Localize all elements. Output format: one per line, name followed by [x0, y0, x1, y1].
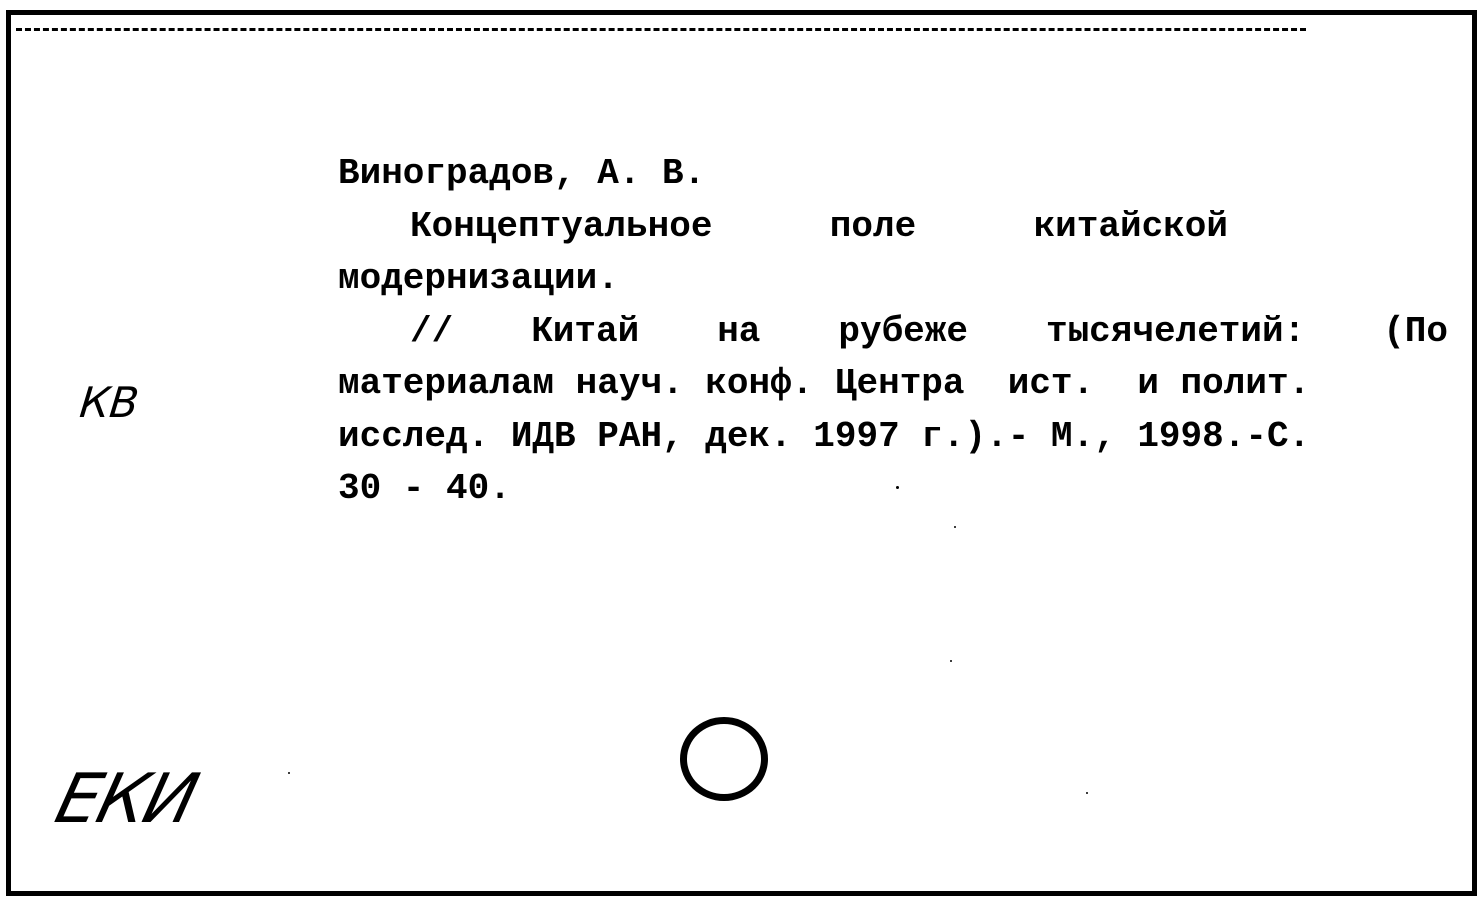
- source-line-3: исслед. ИДВ РАН, дек. 1997 г.).- М., 1998.-С.: [338, 415, 1311, 457]
- top-dashed-rule: [16, 28, 1306, 31]
- punch-hole: [680, 717, 768, 801]
- title-line-1: [338, 201, 1228, 254]
- source-line-2: материалам науч. конф. Центра ист. и полит.: [338, 363, 1311, 404]
- scan-speck: [954, 526, 956, 528]
- scan-speck: [896, 486, 899, 489]
- title-line-2: модернизации.: [338, 258, 619, 299]
- scan-speck: [288, 772, 290, 774]
- bibliographic-entry: [338, 148, 1448, 516]
- source-word: //: [410, 310, 454, 352]
- title-word: китайской: [1033, 205, 1228, 247]
- source-word: Китай: [531, 310, 640, 352]
- scan-speck: [950, 660, 952, 662]
- title-word: поле: [829, 205, 917, 247]
- source-word: рубеже: [838, 310, 968, 352]
- pages-line: 30 - 40.: [338, 468, 511, 509]
- scan-speck: [1086, 792, 1088, 794]
- source-word: на: [717, 310, 761, 352]
- source-line-1: [338, 306, 1448, 359]
- handwritten-eku-mark: ЕКИ: [48, 760, 204, 839]
- title-word: Концептуальное: [410, 205, 713, 247]
- source-word: (По: [1383, 310, 1448, 352]
- handwritten-kb-mark: КВ: [77, 378, 142, 427]
- source-word: тысячелетий:: [1045, 310, 1306, 352]
- author-line: Виноградов, А. В.: [338, 153, 706, 194]
